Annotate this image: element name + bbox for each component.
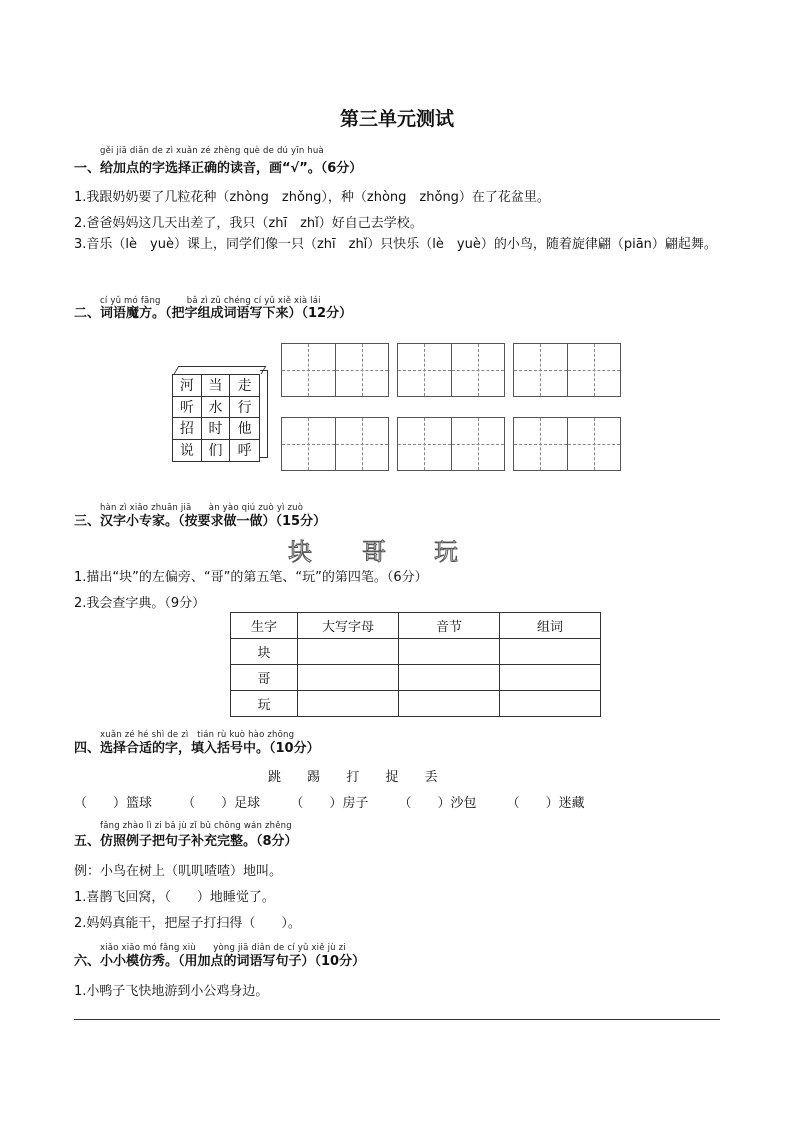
fill-blank[interactable]: （ ）迷藏 <box>506 796 585 811</box>
section-6-heading: 六、小小模仿秀。（用加点的词语写句子）（10分） <box>74 954 366 969</box>
word-cube <box>172 366 260 462</box>
section-3-heading: 三、汉字小专家。（按要求做一做）（15分） <box>74 514 327 529</box>
hollow-char[interactable]: 块 <box>288 538 314 566</box>
cube-char: 行 <box>230 397 259 419</box>
table-header: 组词 <box>500 613 601 639</box>
table-cell-blank[interactable] <box>298 639 399 665</box>
table-header: 大写字母 <box>298 613 399 639</box>
cube-char: 水 <box>202 397 231 419</box>
writing-grid-box[interactable] <box>513 343 621 397</box>
answer-line[interactable] <box>74 1019 720 1020</box>
writing-grid-box[interactable] <box>281 343 389 397</box>
table-cell-char: 玩 <box>231 691 298 717</box>
cube-char: 时 <box>202 418 231 440</box>
cube-char: 呼 <box>237 443 252 460</box>
section-1-item-2: 2.爸爸妈妈这几天出差了，我只（zhī zhǐ）好自己去学校。 <box>74 216 423 231</box>
section-2-pinyin: cí yǔ mó fāng bǎ zì zǔ chéng cí yǔ xiě xià lái <box>100 296 321 306</box>
cube-char: 他 <box>230 418 259 440</box>
section-5-heading: 五、仿照例子把句子补充完整。（8分） <box>74 834 298 849</box>
table-header: 生字 <box>231 613 298 639</box>
table-cell-blank[interactable] <box>399 665 500 691</box>
page-title: 第三单元测试 <box>339 108 454 130</box>
dictionary-table <box>230 612 601 717</box>
table-cell-char: 哥 <box>231 665 298 691</box>
option-char: 打 <box>346 770 360 785</box>
table-cell-blank[interactable] <box>500 665 601 691</box>
cube-char: 河 <box>173 375 202 397</box>
table-cell-blank[interactable] <box>500 691 601 717</box>
option-char: 丢 <box>424 770 438 785</box>
section-1-item-3: 3.音乐（lè yuè）课上，同学们像一只（zhī zhǐ）只快乐（lè yuè）的小鸟，随着旋律翩（piān）翩起舞。 <box>74 237 717 252</box>
cube-char: 听 <box>173 397 202 419</box>
table-cell-blank[interactable] <box>399 691 500 717</box>
cube-char: 当 <box>202 375 231 397</box>
table-cell-char: 块 <box>231 639 298 665</box>
fill-blank[interactable]: （ ）沙包 <box>398 796 477 811</box>
section-4-heading: 四、选择合适的字，填入括号中。（10分） <box>74 741 320 756</box>
table-row <box>231 691 601 717</box>
table-header-row <box>231 613 601 639</box>
table-cell-blank[interactable] <box>298 691 399 717</box>
section-3-pinyin: hàn zì xiǎo zhuān jiā àn yào qiú zuò yì zuò <box>100 503 304 513</box>
table-cell-blank[interactable] <box>298 665 399 691</box>
writing-grid-box[interactable] <box>281 417 389 471</box>
cube-char: 招 <box>173 418 202 440</box>
fill-blank[interactable]: （ ）篮球 <box>74 796 153 811</box>
writing-grid-box[interactable] <box>397 417 505 471</box>
hollow-char[interactable]: 玩 <box>434 538 460 566</box>
hollow-char[interactable]: 哥 <box>362 538 388 566</box>
section-1-pinyin: gěi jiā diǎn de zì xuǎn zé zhèng què de dú yīn huà <box>100 146 324 156</box>
section-1-item-1: 1.我跟奶奶要了几粒花种（zhòng zhǒng），种（zhòng zhǒng）在了花盆里。 <box>74 190 550 205</box>
table-row <box>231 665 601 691</box>
table-header: 音节 <box>399 613 500 639</box>
section-6-pinyin: xiǎo xiǎo mó fǎng xiù yòng jiā diǎn de cí yǔ xiě jù zi <box>100 943 346 953</box>
option-char: 踢 <box>307 770 321 785</box>
cube-char: 走 <box>230 375 259 397</box>
cube-char: 说 <box>173 440 202 462</box>
section-2-heading: 二、词语魔方。（把字组成词语写下来）（12分） <box>74 306 353 321</box>
writing-grid-box[interactable] <box>513 417 621 471</box>
section-5-example: 例：小鸟在树上（叽叽喳喳）地叫。 <box>74 864 283 879</box>
section-5-item-1[interactable]: 1.喜鹊飞回窝，（ ）地睡觉了。 <box>74 890 275 905</box>
section-5-item-2[interactable]: 2.妈妈真能干，把屋子打扫得（ ）。 <box>74 916 301 931</box>
fill-blank[interactable]: （ ）房子 <box>290 796 369 811</box>
writing-grid-box[interactable] <box>397 343 505 397</box>
fill-blank[interactable]: （ ）足球 <box>182 796 261 811</box>
table-cell-blank[interactable] <box>500 639 601 665</box>
section-1-heading: 一、给加点的字选择正确的读音，画“√”。（6分） <box>74 161 363 176</box>
fill-blanks <box>74 792 611 811</box>
section-5-pinyin: fǎng zhào lì zi bǎ jù zǐ bǔ chōng wán zhěng <box>100 821 292 831</box>
table-row <box>231 639 601 665</box>
section-3-item-2: 2.我会查字典。（9分） <box>74 596 206 611</box>
option-characters <box>268 766 460 785</box>
section-6-item-1: 1.小鸭子飞快地游到小公鸡身边。 <box>74 984 269 999</box>
cube-char: 们 <box>202 440 231 462</box>
option-char: 跳 <box>268 770 282 785</box>
section-4-pinyin: xuǎn zé hé shì de zì tián rù kuò hào zhōng <box>100 730 295 740</box>
option-char: 捉 <box>385 770 399 785</box>
section-3-item-1: 1.描出“块”的左偏旁、“哥”的第五笔、“玩”的第四笔。（6分） <box>74 570 428 585</box>
table-cell-blank[interactable] <box>399 639 500 665</box>
